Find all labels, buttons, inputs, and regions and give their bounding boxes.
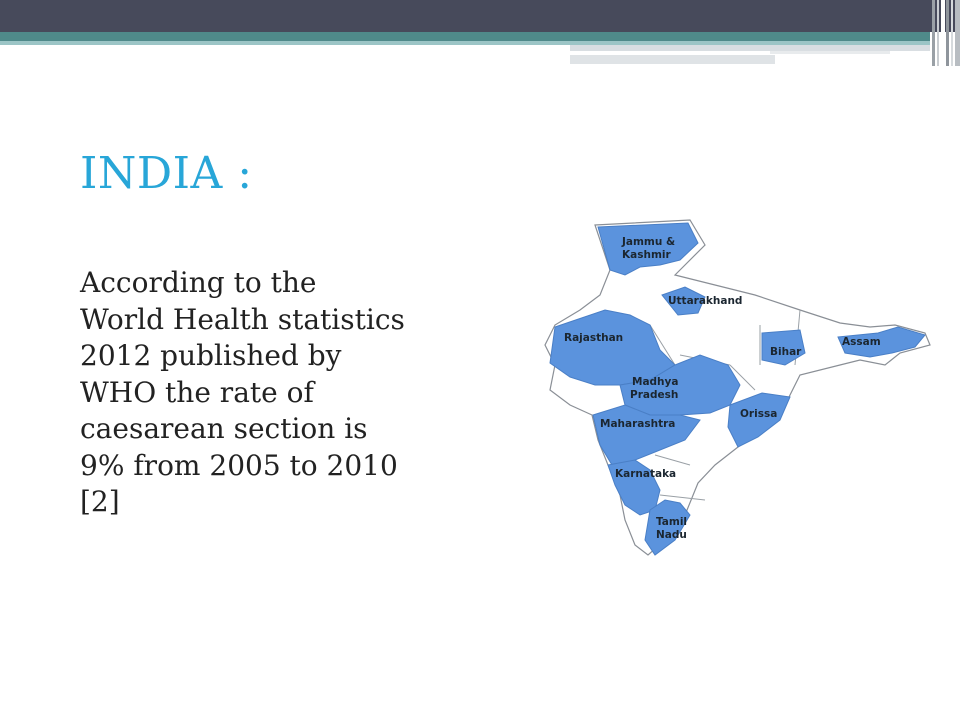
body-text	[80, 265, 500, 521]
state-label: Karnataka	[615, 468, 677, 480]
state-label: Maharashtra	[600, 418, 676, 430]
body-line: 9% from 2005 to 2010	[80, 448, 398, 482]
state-label: Rajasthan	[564, 332, 624, 344]
state-label: Madhya	[632, 376, 679, 388]
state-label: Jammu &	[622, 236, 676, 248]
state-label: Tamil	[656, 516, 688, 528]
state-label: Nadu	[656, 529, 687, 541]
state-label: Orissa	[740, 408, 778, 420]
body-line: According to the	[80, 266, 317, 299]
state-label: Pradesh	[630, 389, 679, 401]
body-line: 2012 published by	[80, 339, 342, 372]
body-line: [2]	[80, 485, 120, 518]
state-label: Bihar	[770, 346, 802, 358]
header-stripes	[932, 0, 960, 66]
india-map	[500, 215, 940, 565]
header-rule	[570, 55, 775, 64]
header-accent-bar	[0, 32, 930, 41]
slide-title: INDIA :	[80, 148, 253, 199]
state-label: Uttarakhand	[668, 295, 743, 307]
header-bar	[0, 0, 960, 32]
body-line: WHO the rate of	[80, 375, 314, 409]
state-label: Kashmir	[622, 249, 671, 261]
state-label: Assam	[842, 336, 881, 348]
header-rule	[770, 51, 890, 54]
body-line: World Health statistics	[80, 302, 405, 336]
body-line: caesarean section is	[80, 412, 368, 445]
